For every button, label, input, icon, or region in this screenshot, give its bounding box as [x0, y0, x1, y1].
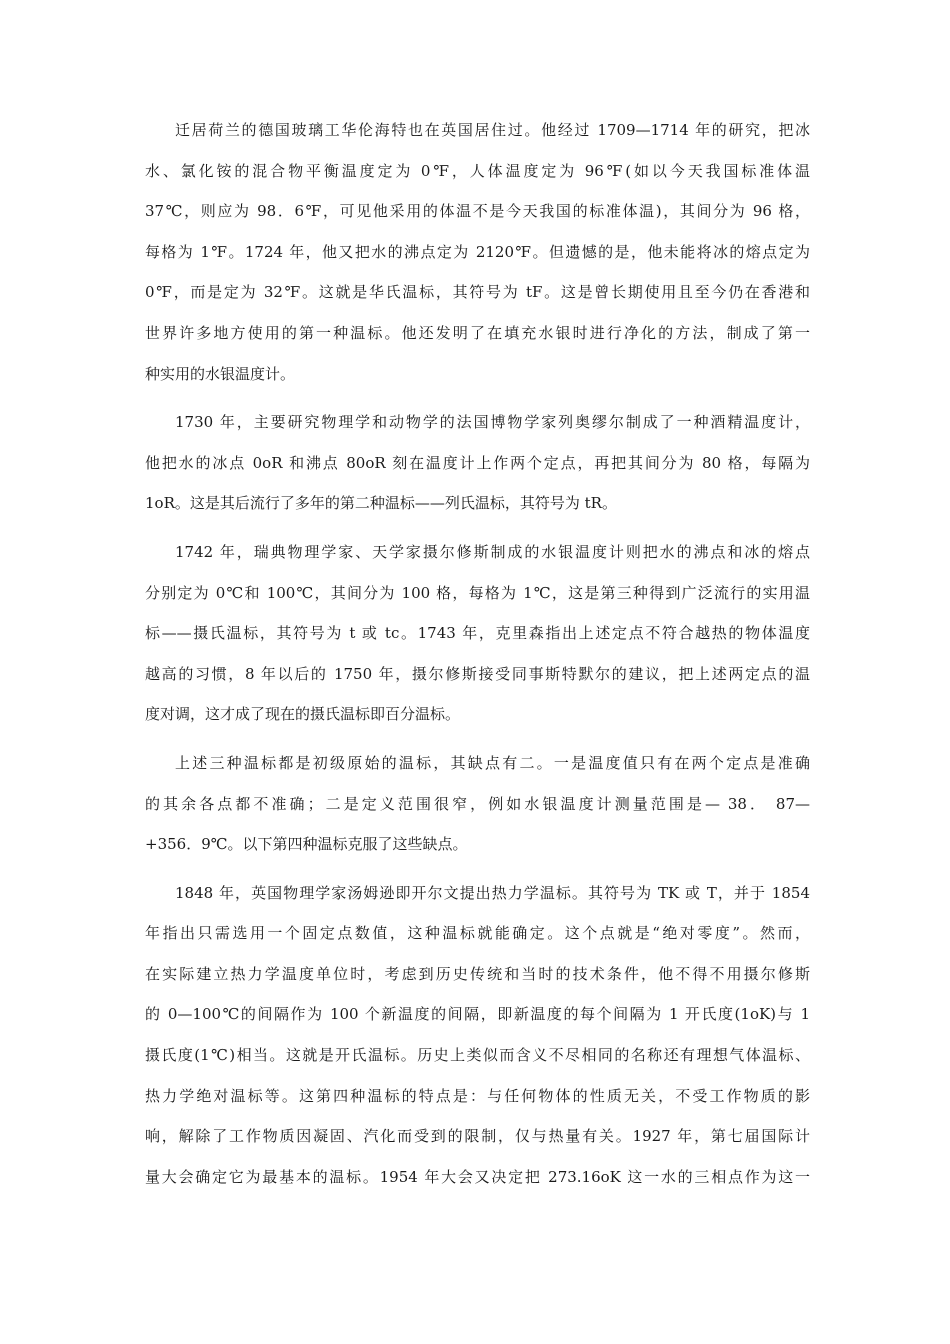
text-line: 迁居荷兰的德国玻璃工华伦海特也在英国居住过。他经过 1709—1714 年的研究，把冰 — [175, 121, 810, 139]
text-line: 在实际建立热力学温度单位时，考虑到历史传统和当时的技术条件，他不得不用摄尔修斯 — [145, 964, 810, 983]
text-line: 1730 年，主要研究物理学和动物学的法国博物学家列奥缪尔制成了一种酒精温度计， — [175, 413, 810, 432]
paragraph-celsius — [145, 532, 810, 735]
text-line: +356．9℃。以下第四种温标克服了这些缺点。 — [145, 835, 468, 854]
text-line: 摄氏度(1℃)相当。这就是开氏温标。历史上类似而含义不尽相同的名称还有理想气体温标、 — [145, 1046, 810, 1065]
paragraph-shortcomings — [145, 743, 810, 865]
text-line: 度对调，这才成了现在的摄氏温标即百分温标。 — [145, 705, 461, 724]
text-line: 量大会确定它为最基本的温标。1954 年大会又决定把 273.16oK 这一水的三相点作为这一 — [145, 1167, 810, 1186]
document-page — [145, 110, 810, 1205]
text-line: 越高的习惯，8 年以后的 1750 年，摄尔修斯接受同事斯特默尔的建议，把上述两定点的温 — [145, 664, 810, 683]
text-line: 世界许多地方使用的第一种温标。他还发明了在填充水银时进行净化的方法，制成了第一 — [145, 323, 810, 342]
text-line: 响，解除了工作物质因凝固、汽化而受到的限制，仅与热量有关。1927 年，第七届国际计 — [145, 1127, 810, 1146]
text-line: 种实用的水银温度计。 — [145, 364, 296, 383]
text-line: 他把水的冰点 0oR 和沸点 80oR 刻在温度计上作两个定点，再把其间分为 80 格，每隔为 — [145, 453, 810, 472]
text-line: 上述三种温标都是初级原始的温标，其缺点有二。一是温度值只有在两个定点是准确 — [175, 753, 810, 772]
text-line: 水、氯化铵的混合物平衡温度定为 0℉，人体温度定为 96℉(如以今天我国标准体温 — [145, 161, 810, 180]
text-line: 热力学绝对温标等。这第四种温标的特点是：与任何物体的性质无关，不受工作物质的影 — [145, 1086, 810, 1105]
text-line: 1oR。这是其后流行了多年的第二种温标——列氏温标，其符号为 tR。 — [145, 494, 617, 513]
text-line: 分别定为 0℃和 100℃，其间分为 100 格，每格为 1℃，这是第三种得到广泛流行的实用温 — [145, 583, 810, 602]
text-line: 1742 年，瑞典物理学家、天学家摄尔修斯制成的水银温度计则把水的沸点和冰的熔点 — [175, 542, 810, 561]
text-line: 0℉，而是定为 32℉。这就是华氏温标，其符号为 tF。这是曾长期使用且至今仍在香港和 — [145, 283, 810, 302]
paragraph-kelvin — [145, 873, 810, 1198]
paragraph-reaumur — [145, 402, 810, 524]
text-line: 年指出只需选用一个固定点数值，这种温标就能确定。这个点就是“绝对零度”。然而， — [145, 924, 810, 943]
text-line: 的其余各点都不准确；二是定义范围很窄，例如水银温度计测量范围是— 38． 87— — [145, 794, 810, 813]
text-line: 标——摄氏温标，其符号为 t 或 tc。1743 年，克里森指出上述定点不符合越热的物体温度 — [145, 624, 810, 643]
text-line: 1848 年，英国物理学家汤姆逊即开尔文提出热力学温标。其符号为 TK 或 T，并于 1854 — [175, 883, 810, 902]
text-line: 37℃，则应为 98．6℉，可见他采用的体温不是今天我国的标准体温)，其间分为 96 格， — [145, 202, 810, 221]
paragraph-fahrenheit — [145, 110, 810, 394]
text-line: 的 0—100℃的间隔作为 100 个新温度的间隔，即新温度的每个间隔为 1 开氏度(1oK)与 1 — [145, 1005, 810, 1024]
text-line: 每格为 1℉。1724 年，他又把水的沸点定为 2120℉。但遗憾的是，他未能将冰的熔点定为 — [145, 242, 810, 261]
